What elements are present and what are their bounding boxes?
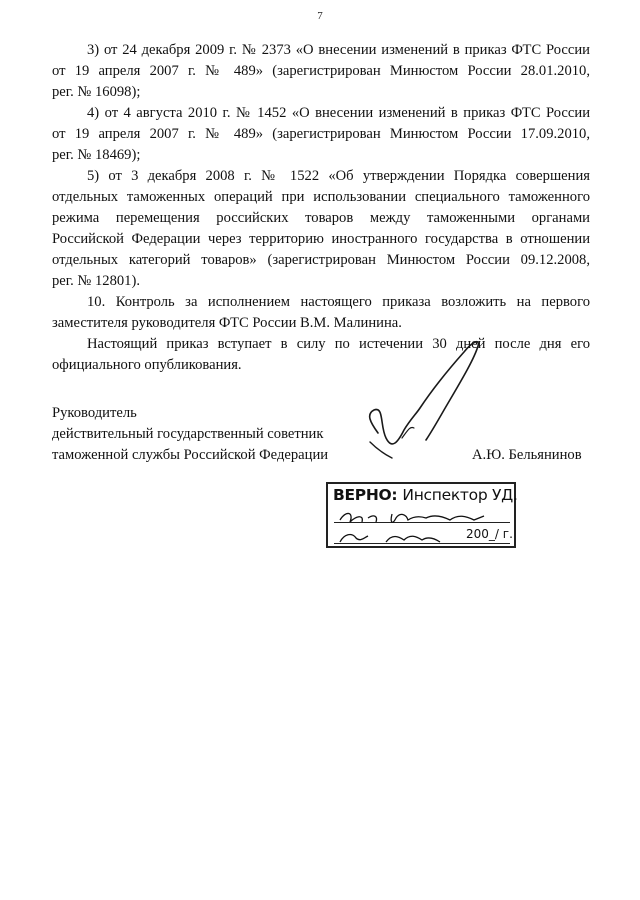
body-line: Настоящий приказ вступает в силу по истечении 30 дней после дня его (87, 336, 590, 352)
body-line: рег. № 12801). (52, 273, 140, 289)
body-line: от 19 апреля 2007 г. № 489» (зарегистрирован Минюстом России 28.01.2010, (52, 63, 590, 79)
body-line: рег. № 18469); (52, 147, 141, 163)
body-line: 4) от 4 августа 2010 г. № 1452 «О внесении изменений в приказ ФТС России (87, 105, 590, 121)
handwritten-signature (340, 330, 510, 470)
signer-title-line3: таможенной службы Российской Федерации (52, 447, 329, 463)
stamp-year-suffix: г. (502, 527, 513, 541)
body-line: режима перемещения российских товаров между таможенными органами (52, 210, 590, 226)
body-line: отдельных категорий товаров» (зарегистрирован Минюстом России 09.12.2008, (52, 252, 590, 268)
certification-stamp (326, 482, 516, 548)
stamp-verno: ВЕРНО: (333, 486, 398, 504)
signer-title-line2: действительный государственный советник (52, 426, 324, 442)
page-number: 7 (317, 10, 323, 22)
body-line: рег. № 16098); (52, 84, 141, 100)
stamp-title: Инспектор УД. (402, 486, 518, 504)
body-line: заместителя руководителя ФТС России В.М. Малинина. (52, 315, 402, 331)
body-line: от 19 апреля 2007 г. № 489» (зарегистрирован Минюстом России 17.09.2010, (52, 126, 590, 142)
body-line: 5) от 3 декабря 2008 г. № 1522 «Об утверждении Порядка совершения (87, 168, 590, 184)
body-line: 3) от 24 декабря 2009 г. № 2373 «О внесении изменений в приказ ФТС России (87, 42, 590, 58)
body-line: отдельных таможенных операций при использовании специального таможенного (52, 189, 590, 205)
stamp-year-digit: _/ (488, 527, 499, 541)
body-line: 10. Контроль за исполнением настоящего приказа возложить на первого (87, 294, 590, 310)
body-line: официального опубликования. (52, 357, 242, 373)
signer-name: А.Ю. Бельянинов (472, 447, 582, 463)
stamp-handwriting (334, 502, 512, 548)
body-line: Российской Федерации через территорию иностранного государства в отношении (52, 231, 590, 247)
signer-title-line1: Руководитель (52, 405, 137, 421)
stamp-year-prefix: 200 (466, 527, 489, 541)
